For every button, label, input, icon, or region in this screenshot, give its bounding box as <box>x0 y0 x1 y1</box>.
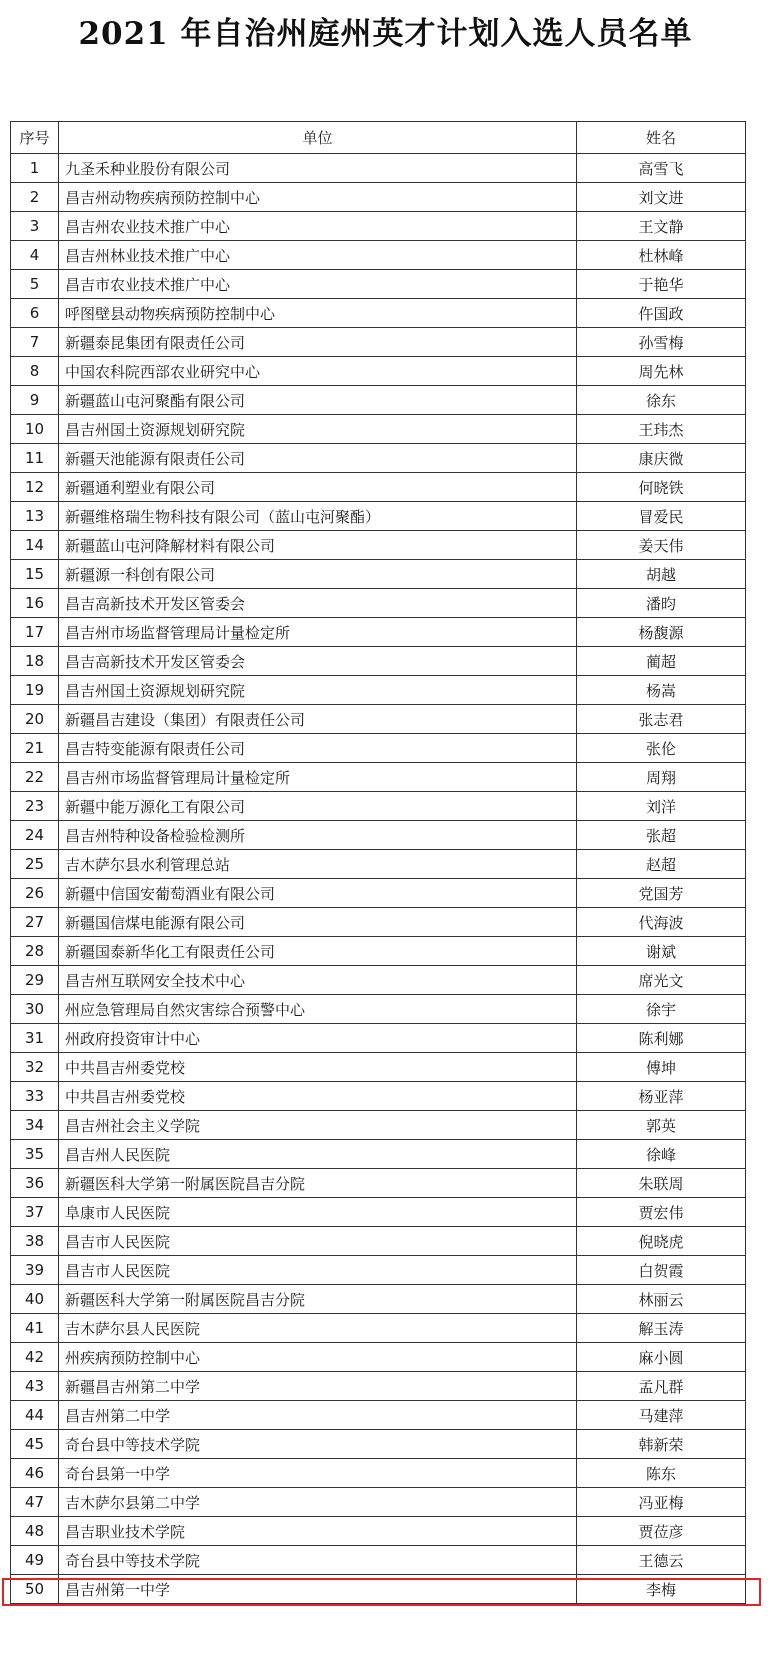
row-number: 2 <box>11 183 59 212</box>
roster-table <box>10 121 746 1604</box>
row-number: 33 <box>11 1082 59 1111</box>
row-number: 40 <box>11 1285 59 1314</box>
table-row <box>11 415 746 444</box>
row-number: 19 <box>11 676 59 705</box>
row-number: 35 <box>11 1140 59 1169</box>
row-person-name: 白贺霞 <box>577 1256 746 1285</box>
row-number: 30 <box>11 995 59 1024</box>
row-person-name: 韩新荣 <box>577 1430 746 1459</box>
row-person-name: 冯亚梅 <box>577 1488 746 1517</box>
row-person-name: 朱联周 <box>577 1169 746 1198</box>
row-unit: 昌吉特变能源有限责任公司 <box>59 734 577 763</box>
row-number: 45 <box>11 1430 59 1459</box>
row-unit: 州政府投资审计中心 <box>59 1024 577 1053</box>
row-number: 44 <box>11 1401 59 1430</box>
table-row <box>11 299 746 328</box>
row-person-name: 杨亚萍 <box>577 1082 746 1111</box>
row-person-name: 李梅 <box>577 1575 746 1604</box>
table-row <box>11 1430 746 1459</box>
row-unit: 昌吉州第二中学 <box>59 1401 577 1430</box>
row-unit: 昌吉州人民医院 <box>59 1140 577 1169</box>
table-row <box>11 1575 746 1604</box>
header-number: 序号 <box>11 122 59 154</box>
row-number: 25 <box>11 850 59 879</box>
header-name: 姓名 <box>577 122 746 154</box>
row-unit: 呼图壁县动物疾病预防控制中心 <box>59 299 577 328</box>
row-unit: 新疆蓝山屯河降解材料有限公司 <box>59 531 577 560</box>
row-unit: 昌吉州社会主义学院 <box>59 1111 577 1140</box>
table-row <box>11 1546 746 1575</box>
row-unit: 新疆泰昆集团有限责任公司 <box>59 328 577 357</box>
table-row <box>11 1517 746 1546</box>
table-header-row <box>11 122 746 154</box>
row-person-name: 周翔 <box>577 763 746 792</box>
row-unit: 新疆医科大学第一附属医院昌吉分院 <box>59 1169 577 1198</box>
row-person-name: 陈东 <box>577 1459 746 1488</box>
row-number: 47 <box>11 1488 59 1517</box>
table-row <box>11 589 746 618</box>
row-number: 1 <box>11 154 59 183</box>
row-person-name: 何晓铁 <box>577 473 746 502</box>
table-row <box>11 1256 746 1285</box>
row-person-name: 党国芳 <box>577 879 746 908</box>
row-unit: 昌吉高新技术开发区管委会 <box>59 589 577 618</box>
row-person-name: 杨嵩 <box>577 676 746 705</box>
row-person-name: 徐峰 <box>577 1140 746 1169</box>
row-number: 39 <box>11 1256 59 1285</box>
row-unit: 昌吉州互联网安全技术中心 <box>59 966 577 995</box>
row-number: 42 <box>11 1343 59 1372</box>
row-person-name: 陈利娜 <box>577 1024 746 1053</box>
row-number: 28 <box>11 937 59 966</box>
table-row <box>11 183 746 212</box>
table-row <box>11 705 746 734</box>
row-unit: 阜康市人民医院 <box>59 1198 577 1227</box>
table-row <box>11 1285 746 1314</box>
row-person-name: 麻小圆 <box>577 1343 746 1372</box>
table-row <box>11 1401 746 1430</box>
table-row <box>11 734 746 763</box>
row-number: 17 <box>11 618 59 647</box>
table-row <box>11 647 746 676</box>
table-row <box>11 154 746 183</box>
table-row <box>11 995 746 1024</box>
row-unit: 昌吉州市场监督管理局计量检定所 <box>59 618 577 647</box>
row-unit: 九圣禾种业股份有限公司 <box>59 154 577 183</box>
row-person-name: 孟凡群 <box>577 1372 746 1401</box>
row-number: 43 <box>11 1372 59 1401</box>
row-person-name: 解玉涛 <box>577 1314 746 1343</box>
row-unit: 昌吉州国土资源规划研究院 <box>59 415 577 444</box>
row-person-name: 王玮杰 <box>577 415 746 444</box>
row-number: 27 <box>11 908 59 937</box>
row-number: 49 <box>11 1546 59 1575</box>
row-person-name: 郭英 <box>577 1111 746 1140</box>
row-number: 18 <box>11 647 59 676</box>
row-number: 38 <box>11 1227 59 1256</box>
row-person-name: 傅坤 <box>577 1053 746 1082</box>
table-row <box>11 966 746 995</box>
row-unit: 昌吉州国土资源规划研究院 <box>59 676 577 705</box>
table-row <box>11 241 746 270</box>
row-unit: 新疆蓝山屯河聚酯有限公司 <box>59 386 577 415</box>
header-unit: 单位 <box>59 122 577 154</box>
row-number: 46 <box>11 1459 59 1488</box>
row-person-name: 席光文 <box>577 966 746 995</box>
row-person-name: 胡越 <box>577 560 746 589</box>
table-row <box>11 531 746 560</box>
table-row <box>11 618 746 647</box>
row-unit: 中共昌吉州委党校 <box>59 1053 577 1082</box>
row-number: 8 <box>11 357 59 386</box>
row-number: 4 <box>11 241 59 270</box>
row-unit: 昌吉市人民医院 <box>59 1227 577 1256</box>
row-number: 7 <box>11 328 59 357</box>
row-unit: 新疆中能万源化工有限公司 <box>59 792 577 821</box>
row-person-name: 康庆微 <box>577 444 746 473</box>
row-person-name: 刘洋 <box>577 792 746 821</box>
row-person-name: 张伦 <box>577 734 746 763</box>
row-unit: 奇台县中等技术学院 <box>59 1546 577 1575</box>
table-row <box>11 908 746 937</box>
row-number: 3 <box>11 212 59 241</box>
row-person-name: 王文静 <box>577 212 746 241</box>
row-number: 50 <box>11 1575 59 1604</box>
table-row <box>11 1488 746 1517</box>
row-number: 14 <box>11 531 59 560</box>
page-title: 2021 年自治州庭州英才计划入选人员名单 <box>78 16 693 52</box>
row-number: 22 <box>11 763 59 792</box>
table-row <box>11 1372 746 1401</box>
row-person-name: 张超 <box>577 821 746 850</box>
table-row <box>11 1314 746 1343</box>
row-unit: 新疆天池能源有限责任公司 <box>59 444 577 473</box>
row-person-name: 谢斌 <box>577 937 746 966</box>
row-unit: 州疾病预防控制中心 <box>59 1343 577 1372</box>
row-unit: 昌吉高新技术开发区管委会 <box>59 647 577 676</box>
table-row <box>11 763 746 792</box>
table-row <box>11 270 746 299</box>
table-row <box>11 1227 746 1256</box>
row-number: 21 <box>11 734 59 763</box>
table-row <box>11 1053 746 1082</box>
row-person-name: 贾宏伟 <box>577 1198 746 1227</box>
row-person-name: 张志君 <box>577 705 746 734</box>
row-number: 9 <box>11 386 59 415</box>
row-number: 37 <box>11 1198 59 1227</box>
row-number: 41 <box>11 1314 59 1343</box>
table-row <box>11 328 746 357</box>
table-row <box>11 1140 746 1169</box>
table-row <box>11 1111 746 1140</box>
row-person-name: 杜林峰 <box>577 241 746 270</box>
row-unit: 新疆通利塑业有限公司 <box>59 473 577 502</box>
row-number: 20 <box>11 705 59 734</box>
row-number: 34 <box>11 1111 59 1140</box>
row-unit: 吉木萨尔县水利管理总站 <box>59 850 577 879</box>
row-unit: 新疆医科大学第一附属医院昌吉分院 <box>59 1285 577 1314</box>
row-unit: 昌吉州动物疾病预防控制中心 <box>59 183 577 212</box>
row-number: 13 <box>11 502 59 531</box>
row-person-name: 孙雪梅 <box>577 328 746 357</box>
row-number: 26 <box>11 879 59 908</box>
row-unit: 中共昌吉州委党校 <box>59 1082 577 1111</box>
table-row <box>11 1169 746 1198</box>
table-row <box>11 1082 746 1111</box>
row-number: 32 <box>11 1053 59 1082</box>
row-unit: 昌吉市农业技术推广中心 <box>59 270 577 299</box>
row-number: 6 <box>11 299 59 328</box>
row-number: 12 <box>11 473 59 502</box>
row-person-name: 于艳华 <box>577 270 746 299</box>
row-unit: 新疆国信煤电能源有限公司 <box>59 908 577 937</box>
row-unit: 新疆中信国安葡萄酒业有限公司 <box>59 879 577 908</box>
row-unit: 新疆昌吉州第二中学 <box>59 1372 577 1401</box>
row-person-name: 徐宇 <box>577 995 746 1024</box>
row-unit: 昌吉职业技术学院 <box>59 1517 577 1546</box>
table-row <box>11 560 746 589</box>
row-number: 31 <box>11 1024 59 1053</box>
row-number: 11 <box>11 444 59 473</box>
row-unit: 昌吉市人民医院 <box>59 1256 577 1285</box>
row-person-name: 蔺超 <box>577 647 746 676</box>
table-row <box>11 212 746 241</box>
table-row <box>11 444 746 473</box>
row-person-name: 潘昀 <box>577 589 746 618</box>
table-row <box>11 879 746 908</box>
row-unit: 昌吉州市场监督管理局计量检定所 <box>59 763 577 792</box>
row-unit: 新疆源一科创有限公司 <box>59 560 577 589</box>
table-row <box>11 821 746 850</box>
row-number: 5 <box>11 270 59 299</box>
row-person-name: 杨馥源 <box>577 618 746 647</box>
row-person-name: 代海波 <box>577 908 746 937</box>
row-person-name: 高雪飞 <box>577 154 746 183</box>
table-row <box>11 850 746 879</box>
row-number: 16 <box>11 589 59 618</box>
row-person-name: 赵超 <box>577 850 746 879</box>
table-row <box>11 473 746 502</box>
row-number: 36 <box>11 1169 59 1198</box>
row-person-name: 姜天伟 <box>577 531 746 560</box>
table-row <box>11 386 746 415</box>
row-unit: 新疆维格瑞生物科技有限公司（蓝山屯河聚酯） <box>59 502 577 531</box>
row-unit: 昌吉州林业技术推广中心 <box>59 241 577 270</box>
table-row <box>11 676 746 705</box>
row-unit: 奇台县中等技术学院 <box>59 1430 577 1459</box>
row-number: 48 <box>11 1517 59 1546</box>
table-body <box>11 154 746 1604</box>
row-unit: 奇台县第一中学 <box>59 1459 577 1488</box>
row-person-name: 仵国政 <box>577 299 746 328</box>
table-row <box>11 1198 746 1227</box>
table-row <box>11 1024 746 1053</box>
row-person-name: 冒爱民 <box>577 502 746 531</box>
row-number: 23 <box>11 792 59 821</box>
row-person-name: 周先林 <box>577 357 746 386</box>
row-person-name: 徐东 <box>577 386 746 415</box>
row-unit: 中国农科院西部农业研究中心 <box>59 357 577 386</box>
row-unit: 昌吉州特种设备检验检测所 <box>59 821 577 850</box>
row-person-name: 贾莅彦 <box>577 1517 746 1546</box>
row-unit: 昌吉州农业技术推广中心 <box>59 212 577 241</box>
row-number: 15 <box>11 560 59 589</box>
row-person-name: 倪晓虎 <box>577 1227 746 1256</box>
table-row <box>11 357 746 386</box>
row-unit: 吉木萨尔县第二中学 <box>59 1488 577 1517</box>
row-number: 24 <box>11 821 59 850</box>
row-number: 29 <box>11 966 59 995</box>
row-unit: 州应急管理局自然灾害综合预警中心 <box>59 995 577 1024</box>
table-row <box>11 792 746 821</box>
row-unit: 新疆昌吉建设（集团）有限责任公司 <box>59 705 577 734</box>
table-row <box>11 1459 746 1488</box>
table-row <box>11 502 746 531</box>
table-row <box>11 937 746 966</box>
row-unit: 新疆国泰新华化工有限责任公司 <box>59 937 577 966</box>
row-person-name: 刘文进 <box>577 183 746 212</box>
row-unit: 昌吉州第一中学 <box>59 1575 577 1604</box>
row-person-name: 王德云 <box>577 1546 746 1575</box>
row-person-name: 马建萍 <box>577 1401 746 1430</box>
table-row <box>11 1343 746 1372</box>
row-person-name: 林丽云 <box>577 1285 746 1314</box>
row-number: 10 <box>11 415 59 444</box>
row-unit: 吉木萨尔县人民医院 <box>59 1314 577 1343</box>
